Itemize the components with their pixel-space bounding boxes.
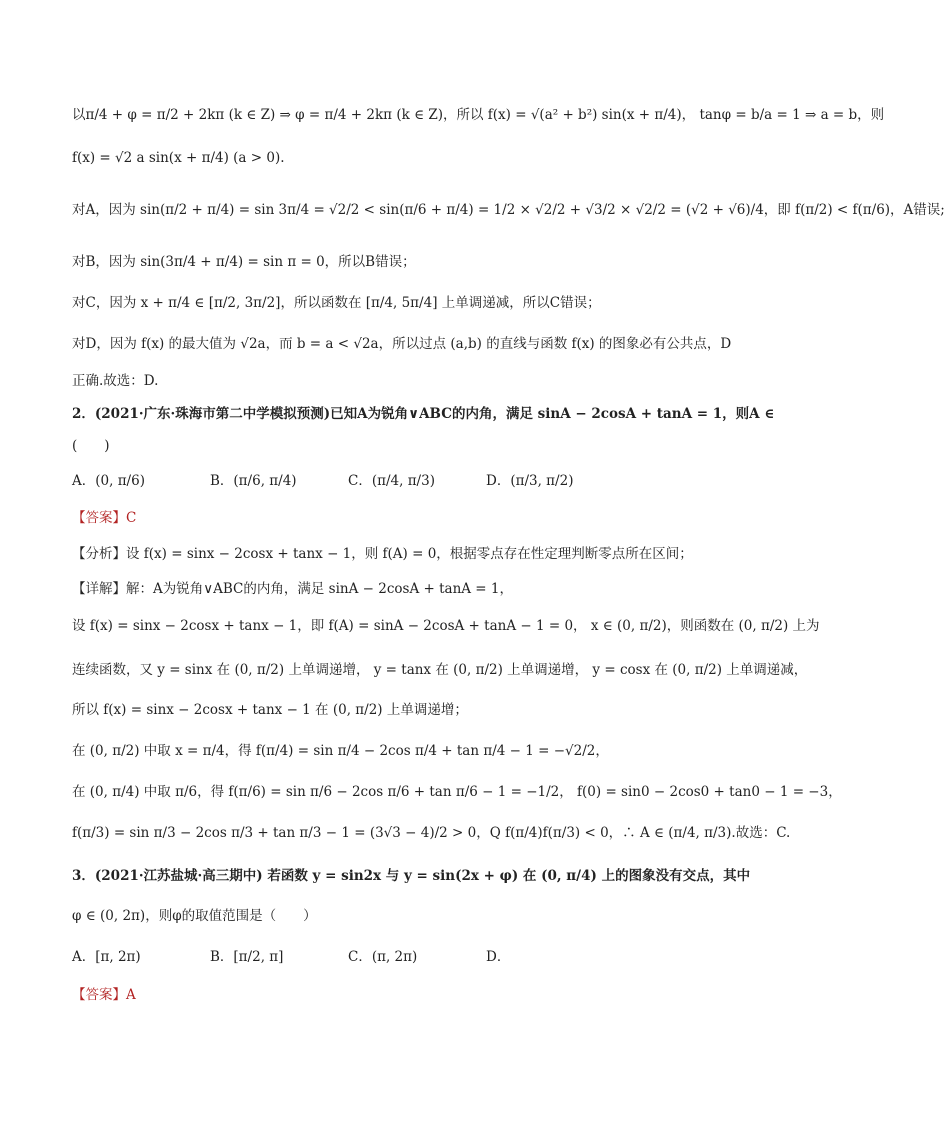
detail-line: f(π/3) = sin π/3 − 2cos π/3 + tan π/3 − 1 = (3√3 − 4)/2 > 0，Q f(π/4)f(π/3) < 0，∴ A ∈ (π/4, π/3).故选：C. — [72, 825, 791, 841]
choice-c[interactable]: C．(π, 2π) — [348, 949, 418, 965]
detail-line: 连续函数，又 y = sinx 在 (0, π/2) 上单调递增， y = tanx 在 (0, π/2) 上单调递增， y = cosx 在 (0, π/2) 上单调递减， — [72, 662, 808, 678]
answer-label: 【答案】C — [72, 510, 137, 526]
question-3-stem-cont: φ ∈ (0, 2π)，则φ的取值范围是（ ） — [72, 908, 317, 924]
solution-line: 对A，因为 sin(π/2 + π/4) = sin 3π/4 = √2/2 < sin(π/6 + π/4) = 1/2 × √2/2 + √3/2 × √2/2 = (√2 + √6)/4，即 f(π/2) < f(π/6)，A错误; — [72, 202, 945, 218]
choice-c[interactable]: C．(π/4, π/3) — [348, 473, 435, 489]
choice-b[interactable]: B．(π/6, π/4) — [210, 473, 297, 489]
choice-a[interactable]: A．[π, 2π) — [72, 949, 141, 965]
choice-d[interactable]: D．(π/3, π/2) — [486, 473, 574, 489]
detail-line: 所以 f(x) = sinx − 2cosx + tanx − 1 在 (0, π/2) 上单调递增； — [72, 702, 468, 718]
solution-line: 以π/4 + φ = π/2 + 2kπ (k ∈ Z) ⇒ φ = π/4 + 2kπ (k ∈ Z)，所以 f(x) = √(a² + b²) sin(x + π/4)， tanφ = b/a = 1 ⇒ a = b，则 — [72, 107, 885, 123]
solution-line: f(x) = √2 a sin(x + π/4) (a > 0). — [72, 150, 285, 166]
question-3-choices — [72, 946, 732, 968]
answer-label: 【答案】A — [72, 987, 136, 1003]
detail-line: 在 (0, π/2) 中取 x = π/4，得 f(π/4) = sin π/4 − 2cos π/4 + tan π/4 − 1 = −√2/2， — [72, 743, 609, 759]
detail-line: 【详解】解：A为锐角∨ABC的内角，满足 sinA − 2cosA + tanA = 1， — [72, 581, 514, 597]
solution-line: 对B，因为 sin(3π/4 + π/4) = sin π = 0，所以B错误； — [72, 254, 416, 270]
question-2-stem: 2．(2021·广东·珠海市第二中学模拟预测)已知A为锐角∨ABC的内角，满足 sinA − 2cosA + tanA = 1，则A ∈ — [72, 406, 775, 422]
choice-d[interactable]: D． — [486, 949, 511, 965]
detail-line: 设 f(x) = sinx − 2cosx + tanx − 1，即 f(A) = sinA − 2cosA + tanA − 1 = 0， x ∈ (0, π/2)，则函数在 (0, π/2) 上为 — [72, 618, 820, 634]
solution-line: 正确.故选：D. — [72, 373, 159, 389]
question-3-stem: 3．(2021·江苏盐城·高三期中) 若函数 y = sin2x 与 y = sin(2x + φ) 在 (0, π/4) 上的图象没有交点，其中 — [72, 868, 751, 884]
analysis-line: 【分析】设 f(x) = sinx − 2cosx + tanx − 1，则 f(A) = 0，根据零点存在性定理判断零点所在区间； — [72, 546, 693, 562]
question-2-paren: ( ) — [72, 438, 110, 454]
solution-line: 对C，因为 x + π/4 ∈ [π/2, 3π/2]，所以函数在 [π/4, 5π/4] 上单调递减，所以C错误； — [72, 295, 601, 311]
solution-line: 对D，因为 f(x) 的最大值为 √2a，而 b = a < √2a，所以过点 (a,b) 的直线与函数 f(x) 的图象必有公共点，D — [72, 336, 732, 352]
choice-b[interactable]: B．[π/2, π] — [210, 949, 284, 965]
detail-line: 在 (0, π/4) 中取 π/6，得 f(π/6) = sin π/6 − 2cos π/6 + tan π/6 − 1 = −1/2， f(0) = sin0 − 2cos0 + tan0 − 1 = −3， — [72, 784, 842, 800]
choice-a[interactable]: A．(0, π/6) — [72, 473, 145, 489]
question-2-choices — [72, 470, 732, 492]
